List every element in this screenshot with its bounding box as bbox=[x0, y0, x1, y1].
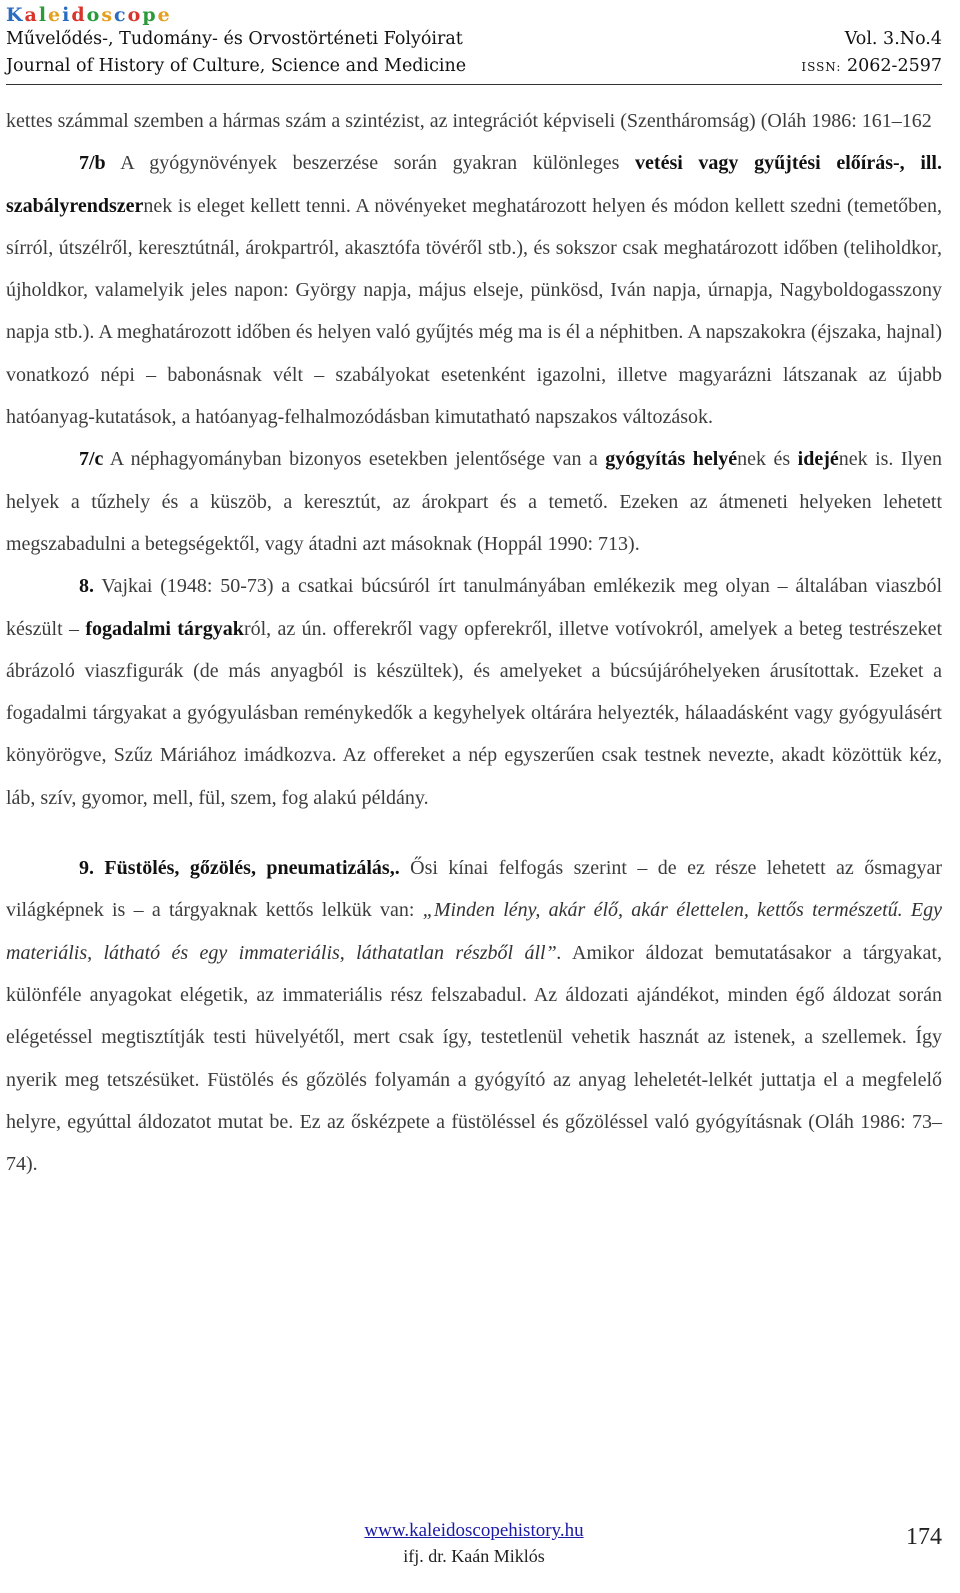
text-run: Vajkai (1948: 50-73) a csatkai búcsúról írt tanulmányában emlékezik meg olyan – általában viaszból készült – bbox=[6, 575, 942, 640]
page-footer bbox=[6, 1516, 942, 1586]
paragraph bbox=[6, 100, 942, 142]
section-number: 7/b bbox=[79, 152, 106, 175]
logo-letter: l bbox=[38, 4, 49, 26]
logo-letter: s bbox=[101, 4, 115, 26]
page-header bbox=[6, 2, 942, 82]
logo-letter: a bbox=[24, 4, 39, 26]
paragraph bbox=[6, 438, 942, 565]
paragraph bbox=[6, 142, 942, 438]
issn-label: ISSN: bbox=[801, 60, 842, 74]
text-run: kettes számmal szemben a hármas szám a szintézist, az integrációt képviseli (Szentháromság) (Oláh 1986: 161–162 bbox=[6, 110, 932, 132]
text-run: nek is. Ilyen helyek a tűzhely és a küszöb, a keresztút, az árokpart és a temető. Ezeken az átmeneti helyeken lehetett megszabadulni a betegségektől, vagy átadni azt másoknak (Hoppál 1990: 713). bbox=[6, 448, 942, 555]
text-run: Ősi kínai felfogás szerint – de ez része lehetett az ősmagyar világképnek is – a tárgyaknak kettős lelkük van: bbox=[6, 857, 942, 922]
logo-letter: K bbox=[6, 4, 25, 26]
paragraph bbox=[6, 565, 942, 819]
header-divider bbox=[6, 84, 942, 85]
italic-quote: „Minden lény, akár élő, akár élettelen, kettős természetű. Egy materiális, látható és egy immateriális, láthatatlan részből áll”. bbox=[6, 899, 942, 964]
volume-number: Vol. 3.No.4 bbox=[844, 29, 942, 49]
article-body bbox=[6, 100, 942, 1185]
bold-term: fogadalmi tárgyak bbox=[85, 617, 244, 640]
bold-term: gyógyítás helyé bbox=[605, 448, 738, 471]
journal-logo bbox=[6, 4, 172, 26]
logo-letter: o bbox=[86, 4, 102, 26]
logo-letter: c bbox=[114, 4, 128, 26]
paragraph bbox=[6, 847, 942, 1185]
journal-subtitle-en: Journal of History of Culture, Science and Medicine bbox=[6, 56, 467, 76]
logo-letter: p bbox=[142, 4, 158, 26]
bold-term: vetési vagy gyűjtési előírás-, ill. szabályrendszer bbox=[6, 152, 942, 217]
logo-letter: e bbox=[48, 4, 63, 26]
logo-letter: e bbox=[157, 4, 172, 26]
journal-subtitle-hu: Művelődés-, Tudomány- és Orvostörténeti Folyóirat bbox=[6, 29, 463, 49]
text-run: ról, az ún. offerekről vagy opferekről, illetve votívokról, amelyek a beteg testrészeket ábrázoló viaszfigurák (de más anyagból is készültek), és amelyeket a búcsújáróhelyeken árusítottak. Ezeket a fogadalmi tárgyakat a gyógyulásban reménykedők a kegyhelyek oltárára helyezték, hálaadásként vagy gyógyulásért könyörögve, Szűz Máriához imádkozva. Az offereket a nép egyszerűen csak testnek nevezte, akadt közöttük kéz, láb, szív, gyomor, mell, fül, szem, fog alakú példány. bbox=[6, 617, 943, 809]
author-name: ifj. dr. Kaán Miklós bbox=[403, 1546, 545, 1566]
text-run: nek is eleget kellett tenni. A növényeket meghatározott helyen és módon kellett szedni (temetőben, sírról, útszélről, keresztútnál, árokpartról, akasztófa tövéről stb.), és sokszor csak meghatározott időben (teliholdkor, újholdkor, valamelyik jeles napon: György napja, május elseje, pünkösd, Iván napja, úrnapja, Nagyboldogasszony napja stb.). A meghatározott időben és helyen való gyűjtés még ma is él a néphitben. A napszakokra (éjszaka, hajnal) vonatkozó népi – babonásnak vélt – szabályokat esetenként igazolni, illetve magyarázni látszanak az újabb hatóanyag-kutatások, a hatóanyag-felhalmozódásban kimutatható napszakos változások. bbox=[6, 194, 942, 429]
text-run: A gyógynövények beszerzése során gyakran különleges bbox=[105, 152, 636, 175]
bold-term: idejé bbox=[797, 448, 839, 471]
page-number: 174 bbox=[906, 1524, 942, 1550]
text-run: A néphagyományban bizonyos esetekben jelentősége van a bbox=[103, 448, 606, 471]
logo-letter: i bbox=[62, 4, 72, 26]
issn-value: 2062-2597 bbox=[847, 56, 942, 76]
text-run: Amikor áldozat bemutatásakor a tárgyakat, különféle anyagokat elégetik, az immateriális rész felszabadul. Az áldozati ajándékot, minden égő áldozat során elégetéssel megtisztítják testi hüvelyétől, mert csak így, testetlenül vehetik hasznát az istenek, a szellemek. Így nyerik meg tetszésüket. Füstölés és gőzölés folyamán a gyógyító az anyag leheletét-lelkét juttatja el a megfelelő helyre, egyúttal áldozatot mutat be. Ez az őskézpete a füstöléssel és gőzöléssel való gyógyításnak (Oláh 1986: 73–74). bbox=[6, 941, 942, 1176]
website-link[interactable]: www.kaleidoscopehistory.hu bbox=[364, 1520, 584, 1541]
logo-letter: o bbox=[127, 4, 143, 26]
section-number: 7/c bbox=[79, 448, 104, 471]
issn bbox=[801, 56, 942, 76]
text-run: nek és bbox=[737, 448, 798, 471]
logo-letter: d bbox=[71, 4, 87, 26]
section-number: 8. bbox=[79, 575, 94, 598]
section-heading: 9. Füstölés, gőzölés, pneumatizálás,. bbox=[79, 857, 400, 880]
